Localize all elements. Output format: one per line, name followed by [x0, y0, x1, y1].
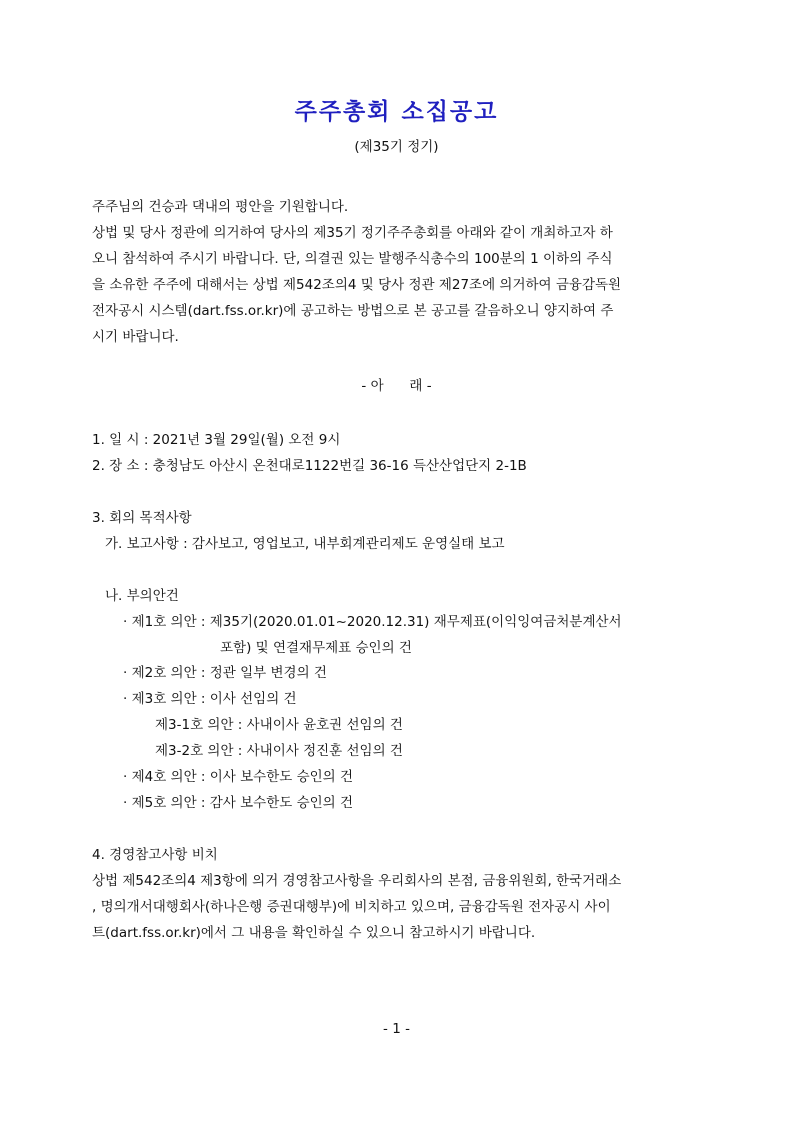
- agenda-item-3-1: 제3-1호 의안 : 사내이사 윤호권 선임의 건: [155, 717, 403, 733]
- reference-line-2: , 명의개서대행회사(하나은행 증권대행부)에 비치하고 있으며, 금융감독원 전자공시 사이: [92, 899, 611, 915]
- reference-title: 4. 경영참고사항 비치: [92, 847, 218, 863]
- intro-line-2: 상법 및 당사 정관에 의거하여 당사의 제35기 정기주주총회를 아래와 같이 개최하고자 하: [92, 225, 613, 241]
- section-heading: - 아 래 -: [361, 378, 432, 394]
- reference-line-3: 트(dart.fss.or.kr)에서 그 내용을 확인하실 수 있으니 참고하시기 바랍니다.: [92, 925, 536, 941]
- meeting-place: 2. 장 소 : 충청남도 아산시 온천대로1122번길 36-16 득산산업단지 2-1B: [92, 458, 527, 474]
- page-number: - 1 -: [383, 1021, 410, 1037]
- report-items: 가. 보고사항 : 감사보고, 영업보고, 내부회계관리제도 운영실태 보고: [105, 536, 505, 552]
- agenda-item-5: · 제5호 의안 : 감사 보수한도 승인의 건: [123, 795, 354, 811]
- agenda-item-2: · 제2호 의안 : 정관 일부 변경의 건: [123, 665, 327, 681]
- meeting-date: 1. 일 시 : 2021년 3월 29일(월) 오전 9시: [92, 432, 341, 448]
- agenda-item-1-cont: 포함) 및 연결재무제표 승인의 건: [220, 640, 412, 656]
- intro-line-6: 시기 바랍니다.: [92, 329, 179, 345]
- document-title: 주주총회 소집공고: [294, 99, 499, 125]
- intro-line-5: 전자공시 시스템(dart.fss.or.kr)에 공고하는 방법으로 본 공고를 갈음하오니 양지하여 주: [92, 303, 614, 319]
- document-subtitle: (제35기 정기): [354, 139, 439, 155]
- agenda-item-1: · 제1호 의안 : 제35기(2020.01.01~2020.12.31) 재무제표(이익잉여금처분계산서: [123, 614, 622, 630]
- intro-line-1: 주주님의 건승과 댁내의 평안을 기원합니다.: [92, 199, 349, 215]
- reference-line-1: 상법 제542조의4 제3항에 의거 경영참고사항을 우리회사의 본점, 금융위원회, 한국거래소: [92, 873, 622, 889]
- agenda-item-3-2: 제3-2호 의안 : 사내이사 정진훈 선임의 건: [155, 743, 403, 759]
- intro-line-4: 을 소유한 주주에 대해서는 상법 제542조의4 및 당사 정관 제27조에 의거하여 금융감독원: [92, 277, 622, 293]
- purpose-title: 3. 회의 목적사항: [92, 510, 192, 526]
- resolution-title: 나. 부의안건: [105, 588, 179, 604]
- intro-line-3: 오니 참석하여 주시기 바랍니다. 단, 의결권 있는 발행주식총수의 100분의 1 이하의 주식: [92, 251, 613, 267]
- agenda-item-4: · 제4호 의안 : 이사 보수한도 승인의 건: [123, 769, 354, 785]
- agenda-item-3: · 제3호 의안 : 이사 선임의 건: [123, 691, 297, 707]
